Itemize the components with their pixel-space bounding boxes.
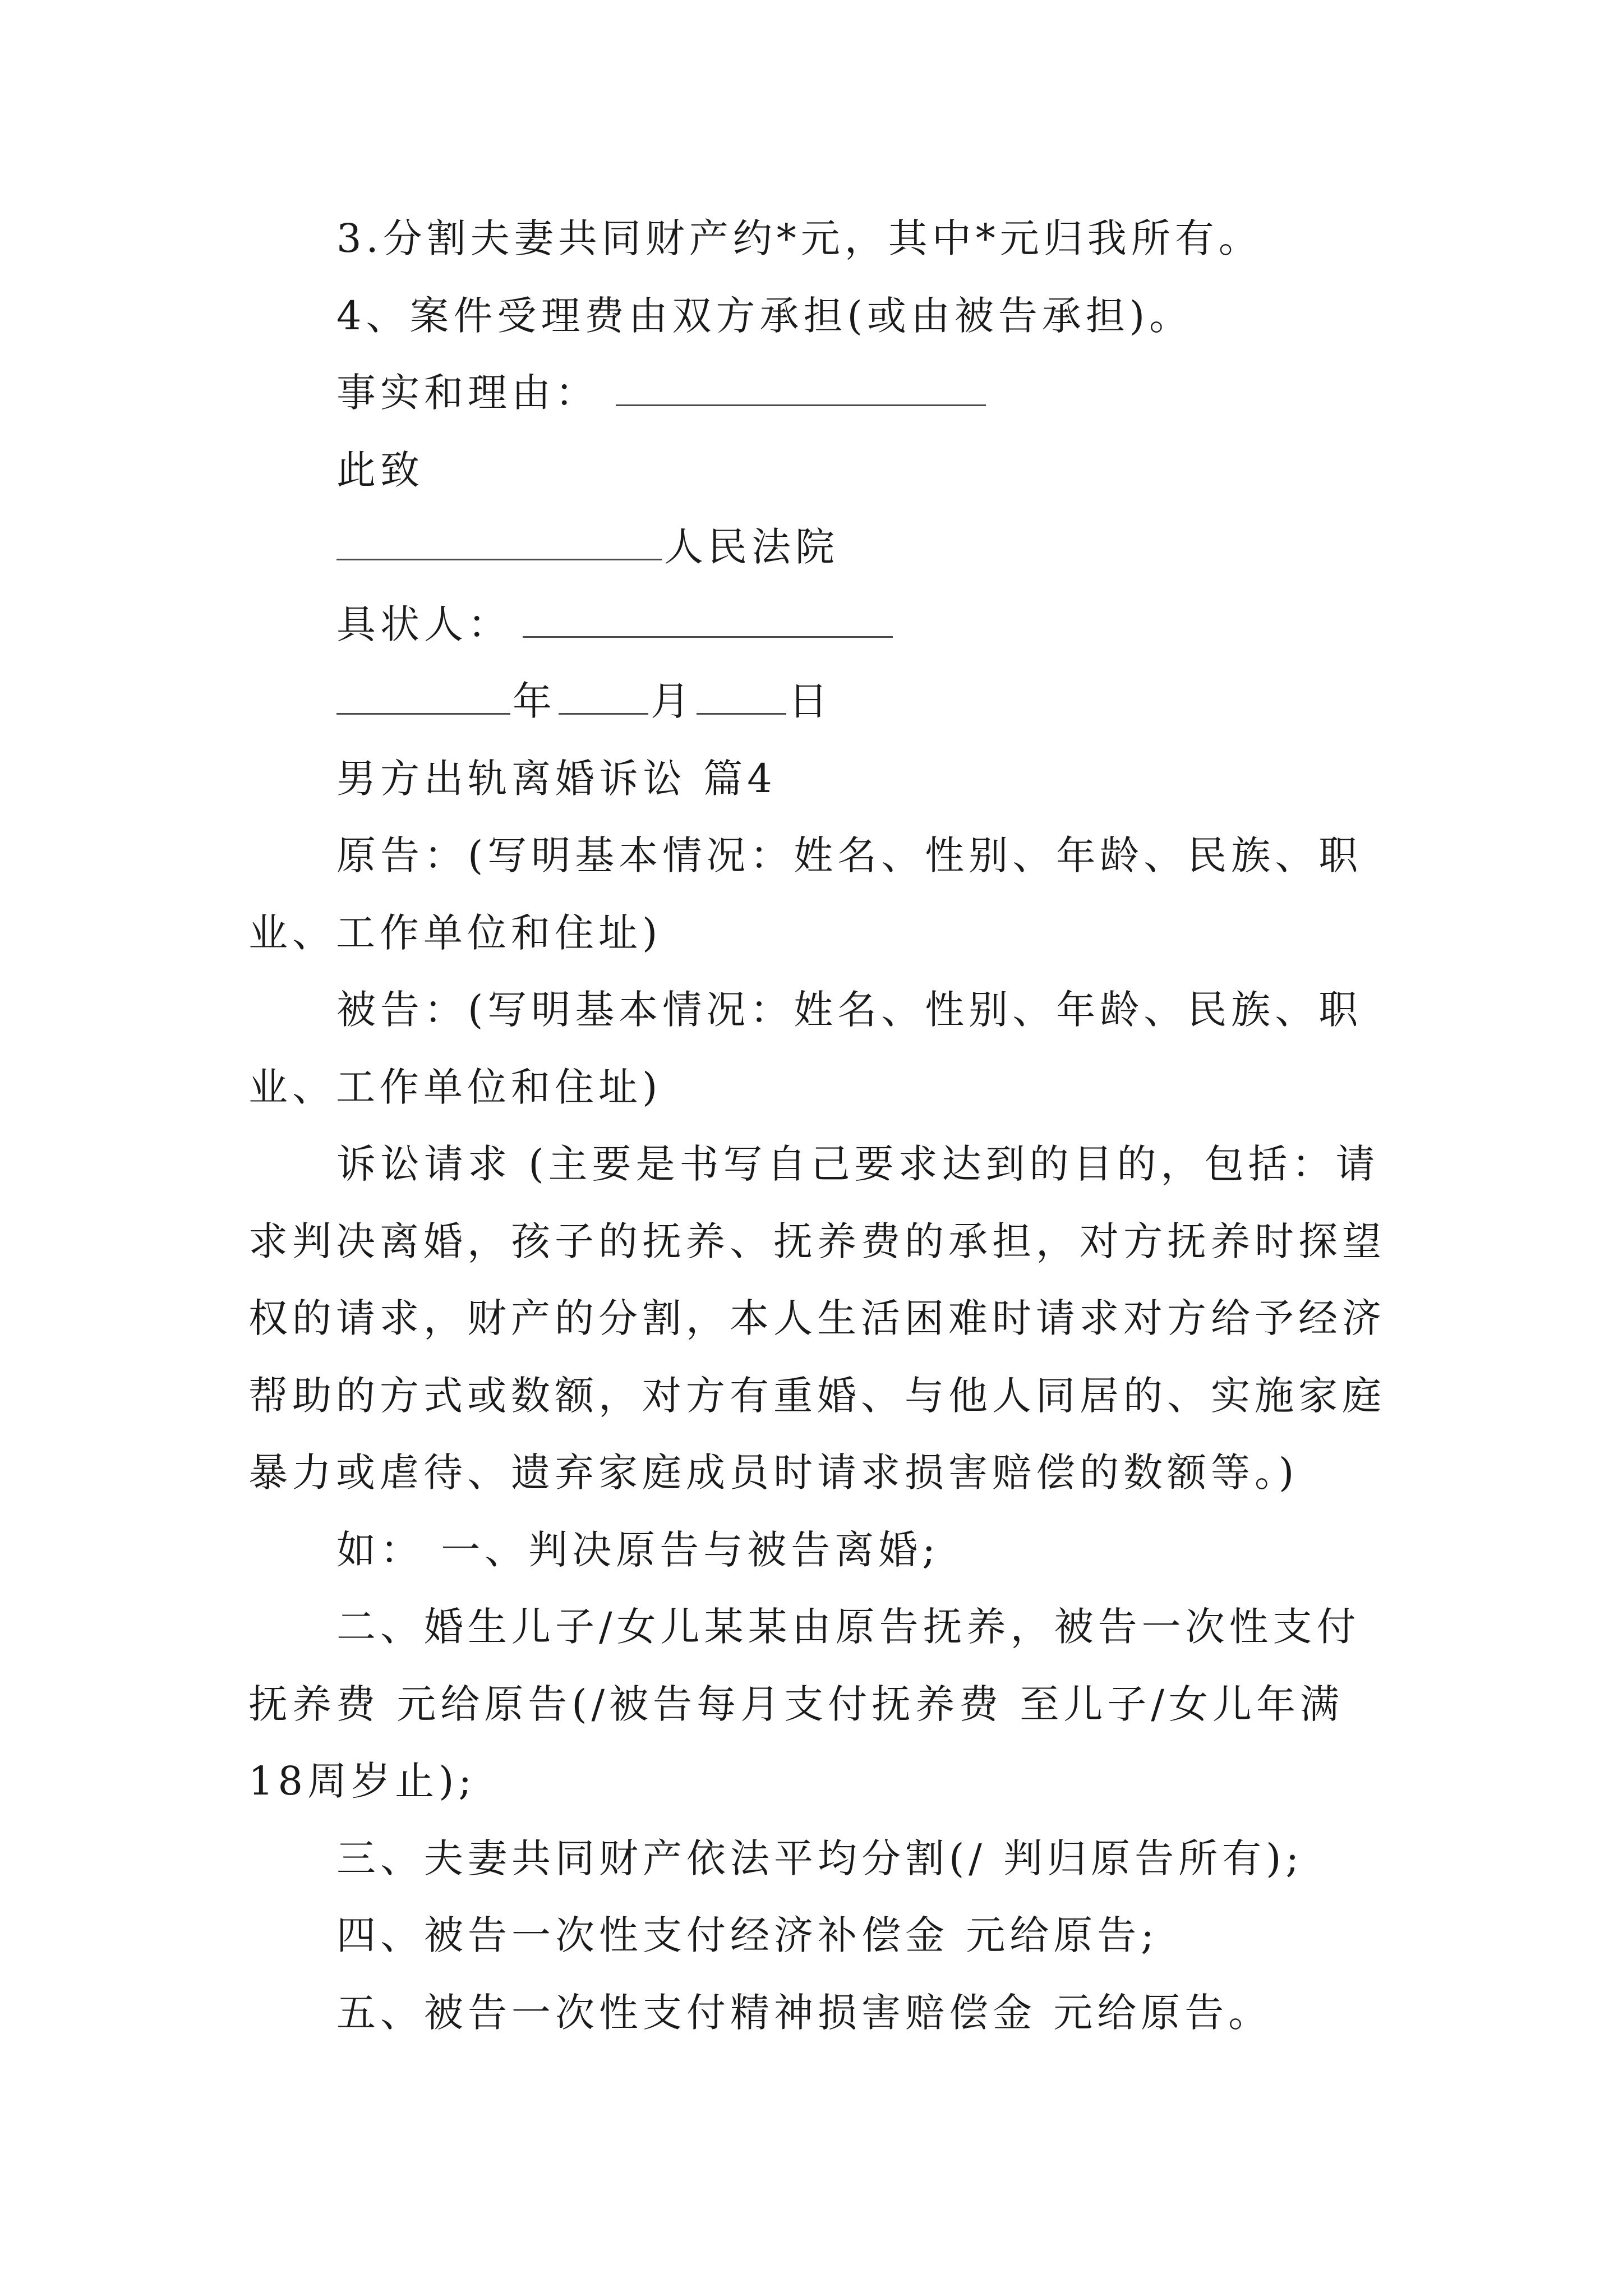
signer-label: 具状人： (336, 601, 511, 647)
date-line (336, 678, 832, 724)
year-label: 年 (513, 678, 556, 724)
court-label: 人民法院 (664, 524, 839, 570)
plaintiff-info-line-1: 原告：(写明基本情况：姓名、性别、年龄、民族、职 (336, 832, 1363, 878)
example-item-2-line-2: 抚养费 元给原告(/被告每月支付抚养费 至儿子/女儿年满 (248, 1681, 1344, 1727)
day-label: 日 (789, 678, 832, 724)
example-item-4: 四、被告一次性支付经济补偿金 元给原告; (336, 1912, 1159, 1958)
signer-blank (523, 605, 893, 638)
list-item-4: 4、案件受理费由双方承担(或由被告承担)。 (336, 293, 1193, 339)
section-title: 男方出轨离婚诉讼 篇4 (336, 756, 777, 802)
example-item-2-line-1: 二、婚生儿子/女儿某某由原告抚养，被告一次性支付 (336, 1604, 1361, 1650)
list-item-3: 3.分割夫妻共同财产约*元，其中*元归我所有。 (336, 215, 1262, 261)
claims-line-2: 求判决离婚，孩子的抚养、抚养费的承担，对方抚养时探望 (248, 1218, 1386, 1264)
month-blank (559, 682, 648, 715)
claims-line-5: 暴力或虐待、遗弃家庭成员时请求损害赔偿的数额等。) (248, 1450, 1299, 1496)
salutation: 此致 (336, 447, 424, 493)
claims-line-3: 权的请求，财产的分割，本人生活困难时请求对方给予经济 (248, 1295, 1386, 1341)
year-blank (336, 682, 510, 715)
facts-and-reasons-line (336, 370, 988, 416)
example-item-1: 如： 一、判决原告与被告离婚; (336, 1527, 940, 1573)
facts-blank (616, 373, 986, 406)
defendant-info-line-2: 业、工作单位和住址) (248, 1064, 662, 1110)
example-item-3: 三、夫妻共同财产依法平均分割(/ 判归原告所有); (336, 1835, 1304, 1881)
court-line (336, 524, 839, 570)
signer-line (336, 601, 895, 647)
example-item-5: 五、被告一次性支付精神损害赔偿金 元给原告。 (336, 1990, 1272, 2036)
example-item-2-line-3: 18周岁止); (248, 1758, 476, 1804)
month-label: 月 (651, 678, 694, 724)
facts-label: 事实和理由： (336, 370, 599, 416)
plaintiff-info-line-2: 业、工作单位和住址) (248, 910, 662, 956)
court-name-blank (336, 527, 662, 560)
claims-line-4: 帮助的方式或数额，对方有重婚、与他人同居的、实施家庭 (248, 1373, 1386, 1419)
day-blank (697, 682, 786, 715)
defendant-info-line-1: 被告：(写明基本情况：姓名、性别、年龄、民族、职 (336, 987, 1363, 1033)
claims-line-1: 诉讼请求 (主要是书写自己要求达到的目的，包括：请 (336, 1141, 1380, 1187)
